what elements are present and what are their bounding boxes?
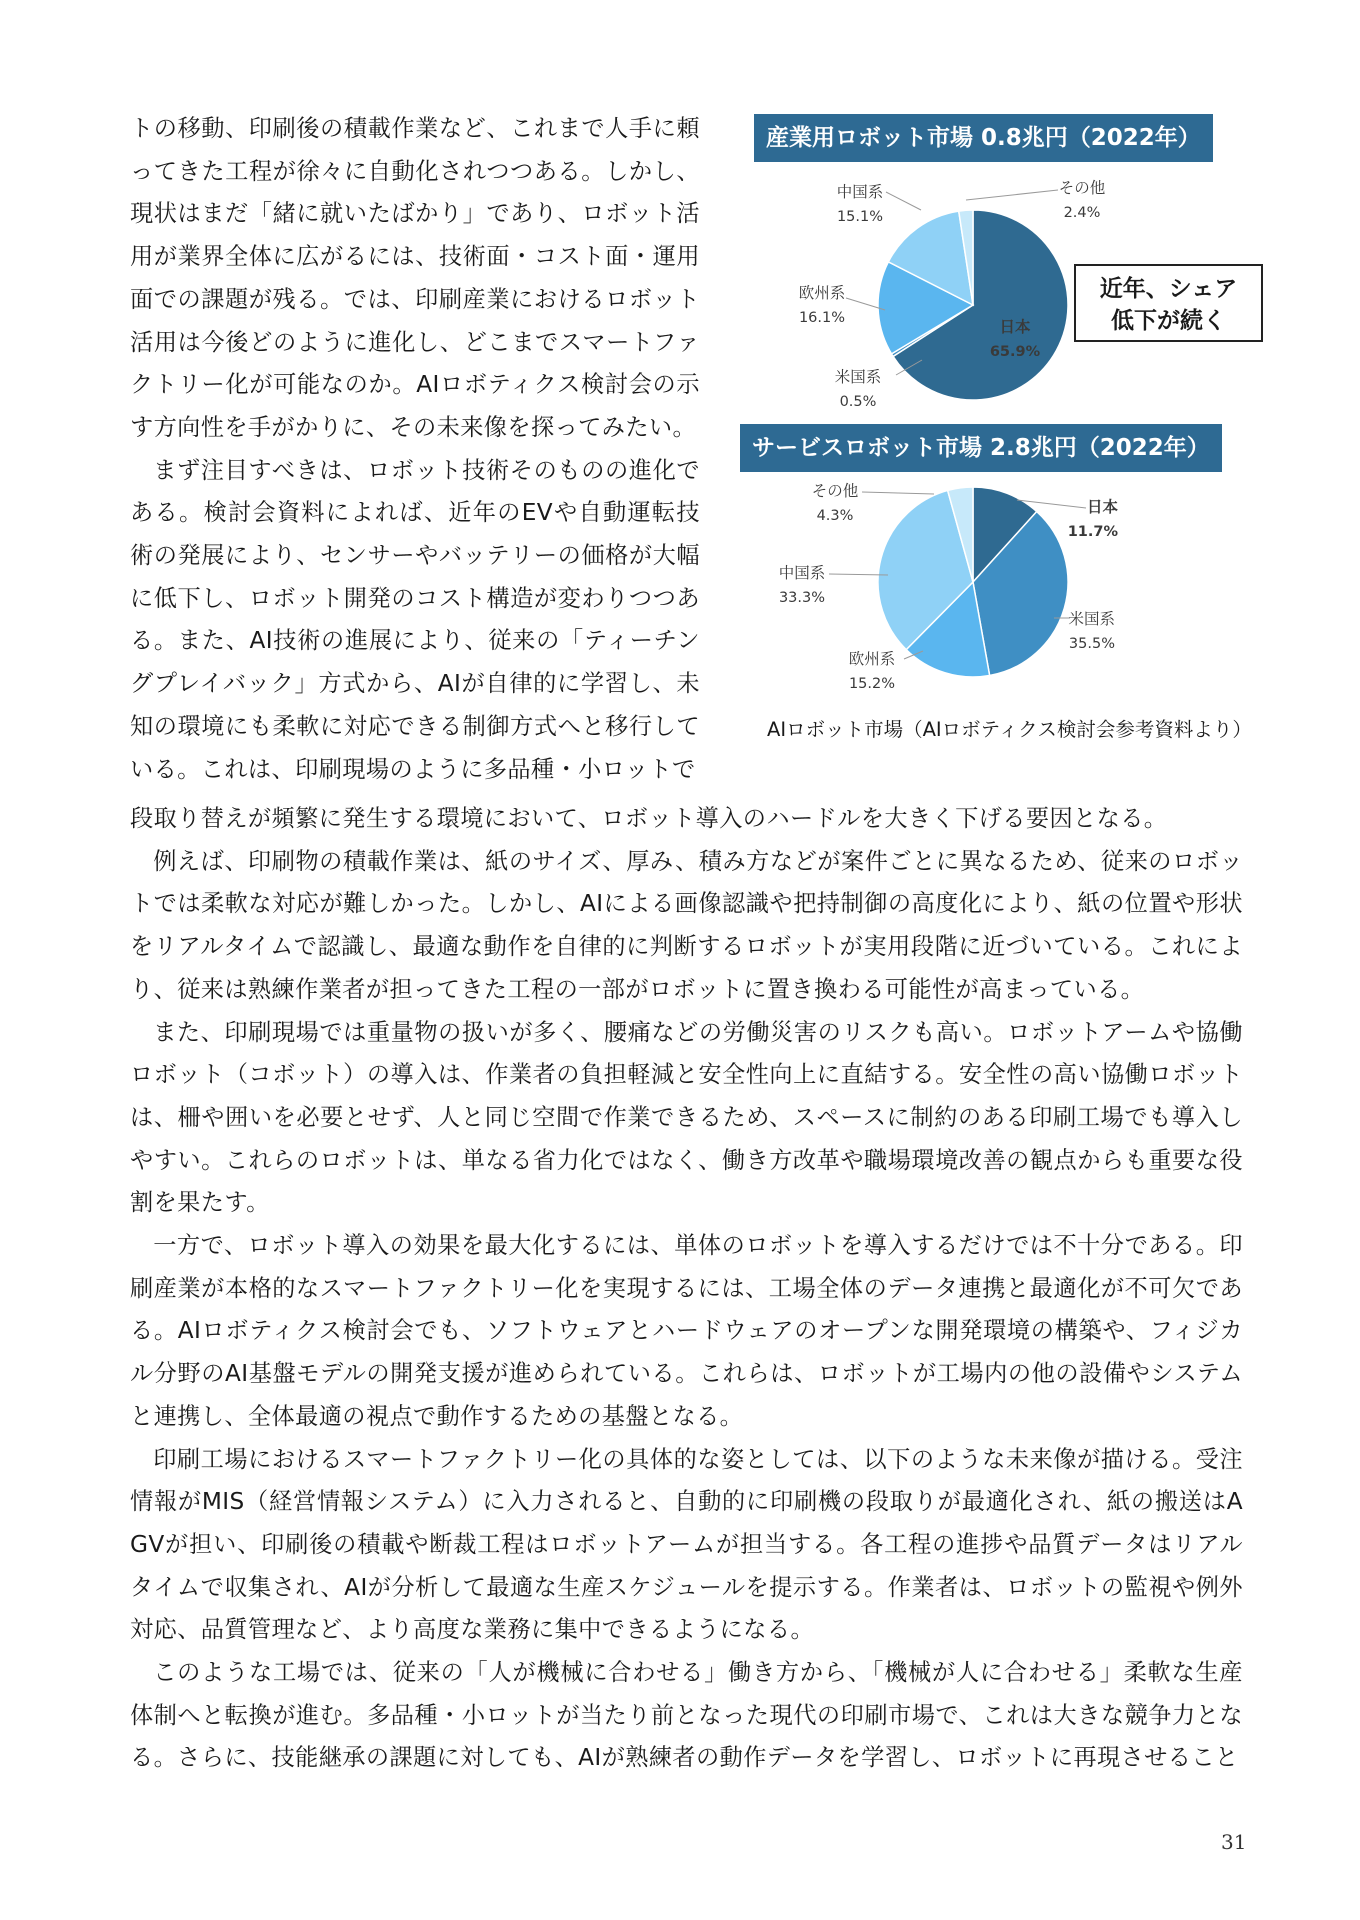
slice-value: 65.9% (989, 344, 1041, 360)
slice-value: 2.4% (1063, 205, 1101, 221)
paragraph: このような工場では、従来の「人が機械に合わせる」働き方から、「機械が人に合わせる」柔軟な生産体制へと転換が進む。多品種・小ロットが当たり前となった現代の印刷市場で、これは大きな競争力となる。さらに、技能継承の課題に対しても、AIが熟練者の動作データを学習し、ロボットに再現させること (130, 1659, 1243, 1772)
leader-line (862, 492, 934, 494)
callout-line: 低下が続く (1111, 308, 1226, 334)
paragraph: 一方で、ロボット導入の効果を最大化するには、単体のロボットを導入するだけでは不十分である。印刷産業が本格的なスマートファクトリー化を実現するには、工場全体のデータ連携と最適化が不可欠である。AIロボティクス検討会でも、ソフトウェアとハードウェアのオープンな開発環境の構築や、フィジカル分野のAI基盤モデルの開発支援が進められている。これらは、ロボットが工場内の他の設備やシステムと連携し、全体最適の視点で動作するための基盤となる。 (130, 1232, 1243, 1430)
leader-line (886, 192, 921, 210)
slice-label: 欧州系 (848, 650, 896, 668)
slice-label: 米国系 (834, 368, 882, 386)
leader-line (966, 190, 1058, 200)
paragraph: まず注目すべきは、ロボット技術そのものの進化である。検討会資料によれば、近年のEVや自動運転技術の発展により、センサーやバッテリーの価格が大幅に低下し、ロボット開発のコスト構造が変わりつつある。また、AI技術の進展により、従来の「ティーチングプレイバック」方式から、AIが自律的に学習し、未知の環境にも柔軟に対応できる制御方式へと移行している。これは、印刷現場のように多品種・小ロットで (130, 456, 700, 783)
slice-label: 欧州系 (798, 284, 846, 302)
slice-value: 11.7% (1067, 524, 1118, 540)
slice-value: 16.1% (798, 310, 846, 326)
slice-label: 日本 (999, 318, 1031, 336)
slice-value: 33.3% (778, 590, 826, 606)
slice-value: 15.2% (848, 676, 896, 692)
callout-box (1074, 264, 1263, 342)
paragraph: 例えば、印刷物の積載作業は、紙のサイズ、厚み、積み方などが案件ごとに異なるため、従来のロボットでは柔軟な対応が難しかった。しかし、AIによる画像認識や把持制御の高度化により、紙の位置や形状をリアルタイムで認識し、最適な動作を自律的に判断するロボットが実用段階に近づいている。これにより、従来は熟練作業者が担ってきた工程の一部がロボットに置き換わる可能性が高まっている。 (130, 847, 1243, 1003)
slice-label: その他 (1058, 179, 1106, 197)
slice-label: 中国系 (836, 183, 884, 201)
page-number: 31 (1221, 1830, 1247, 1854)
slice-value: 0.5% (839, 394, 877, 410)
body-column (130, 108, 700, 791)
slice-value: 15.1% (836, 209, 884, 225)
chart-title-service: サービスロボット市場 2.8兆円（2022年） (740, 424, 1222, 472)
callout-line: 近年、シェア (1099, 276, 1238, 302)
chart-title-industrial: 産業用ロボット市場 0.8兆円（2022年） (754, 114, 1213, 162)
slice-label: 米国系 (1068, 610, 1115, 628)
pie-chart-industrial (740, 170, 1106, 410)
slice-value: 4.3% (816, 508, 854, 524)
slice-value: 35.5% (1068, 636, 1115, 652)
figure-caption: AIロボット市場（AIロボティクス検討会参考資料より） (767, 718, 1252, 741)
slice-label: 日本 (1086, 498, 1118, 516)
paragraph: また、印刷現場では重量物の扱いが多く、腰痛などの労働災害のリスクも高い。ロボットアームや協働ロボット（コボット）の導入は、作業者の負担軽減と安全性向上に直結する。安全性の高い協働ロボットは、柵や囲いを必要とせず、人と同じ空間で作業できるため、スペースに制約のある印刷工場でも導入しやすい。これらのロボットは、単なる省力化ではなく、働き方改革や職場環境改善の観点からも重要な役割を果たす。 (130, 1018, 1243, 1217)
pie-chart-service (740, 478, 1120, 710)
paragraph: トの移動、印刷後の積載作業など、これまで人手に頼ってきた工程が徐々に自動化されつつある。しかし、現状はまだ「緒に就いたばかり」であり、ロボット活用が業界全体に広がるには、技術面・コスト面・運用面での課題が残る。では、印刷産業におけるロボット活用は今後どのように進化し、どこまでスマートファクトリー化が可能なのか。AIロボティクス検討会の示す方向性を手がかりに、その未来像を探ってみたい。 (130, 115, 700, 441)
body-full (130, 798, 1243, 1780)
paragraph: 印刷工場におけるスマートファクトリー化の具体的な姿としては、以下のような未来像が描ける。受注情報がMIS（経営情報システム）に入力されると、自動的に印刷機の段取りが最適化され、紙の搬送はAGVが担い、印刷後の積載や断裁工程はロボットアームが担当する。各工程の進捗や品質データはリアルタイムで収集され、AIが分析して最適な生産スケジュールを提示する。作業者は、ロボットの監視や例外対応、品質管理など、より高度な業務に集中できるようになる。 (130, 1445, 1243, 1644)
slice-label: 中国系 (778, 564, 826, 582)
slice-label: その他 (811, 482, 859, 500)
paragraph: 段取り替えが頻繁に発生する環境において、ロボット導入のハードルを大きく下げる要因となる。 (130, 805, 1168, 832)
